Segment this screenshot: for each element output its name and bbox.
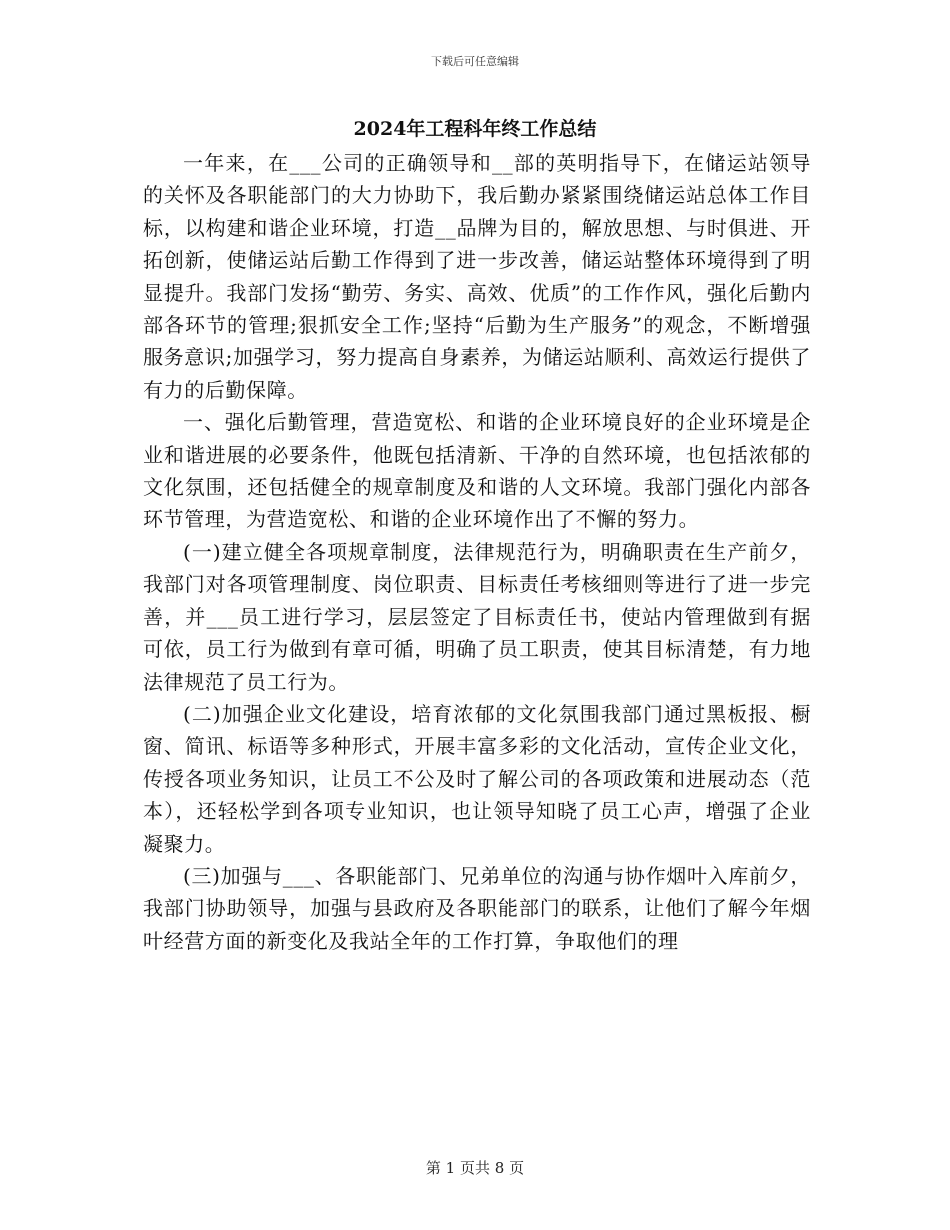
paragraph-subsection-3: (三)加强与___、各职能部门、兄弟单位的沟通与协作烟叶入库前夕，我部门协助领导，加强与县政府及各职能部门的联系，让他们了解今年烟叶经营方面的新变化及我站全年的工作打算，争取他们的理 [143,863,811,953]
paragraph-intro: 一年来，在___公司的正确领导和__部的英明指导下，在储运站领导的关怀及各职能部门的大力协助下，我后勤办紧紧围绕储运站总体工作目标，以构建和谐企业环境，打造__品牌为目的，解放思想、与时俱进、开拓创新，使储运站后勤工作得到了进一步改善，储运站整体环境得到了明显提升。我部门发扬“勤劳、务实、高效、优质”的工作作风，强化后勤内部各环节的管理;狠抓安全工作;坚持“后勤为生产服务”的观念，不断增强服务意识;加强学习，努力提高自身素养，为储运站顺利、高效运行提供了有力的后勤保障。 [143,151,811,402]
paragraph-section-1: 一、强化后勤管理，营造宽松、和谐的企业环境良好的企业环境是企业和谐进展的必要条件，他既包括清新、干净的自然环境，也包括浓郁的文化氛围，还包括健全的规章制度及和谐的人文环境。我部门强化内部各环节管理，为营造宽松、和谐的企业环境作出了不懈的努力。 [143,410,811,532]
document-body [143,147,811,957]
paragraph-subsection-1: (一)建立健全各项规章制度，法律规范行为，明确职责在生产前夕，我部门对各项管理制度、岗位职责、目标责任考核细则等进行了进一步完善，并___员工进行学习，层层签定了目标责任书，使站内管理做到有据可依，员工行为做到有章可循，明确了员工职责，使其目标清楚，有力地法律规范了员工行为。 [143,539,811,694]
document-title: 2024年工程科年终工作总结 [353,118,597,140]
paragraph-subsection-2: (二)加强企业文化建设，培育浓郁的文化氛围我部门通过黑板报、橱窗、简讯、标语等多种形式，开展丰富多彩的文化活动，宣传企业文化，传授各项业务知识，让员工不公及时了解公司的各项政策和进展动态（范本），还轻松学到各项专业知识，也让领导知晓了员工心声，增强了企业凝聚力。 [143,701,811,856]
header-note: 下载后可任意编辑 [431,55,519,68]
page-number: 第 1 页共 8 页 [425,1159,525,1177]
